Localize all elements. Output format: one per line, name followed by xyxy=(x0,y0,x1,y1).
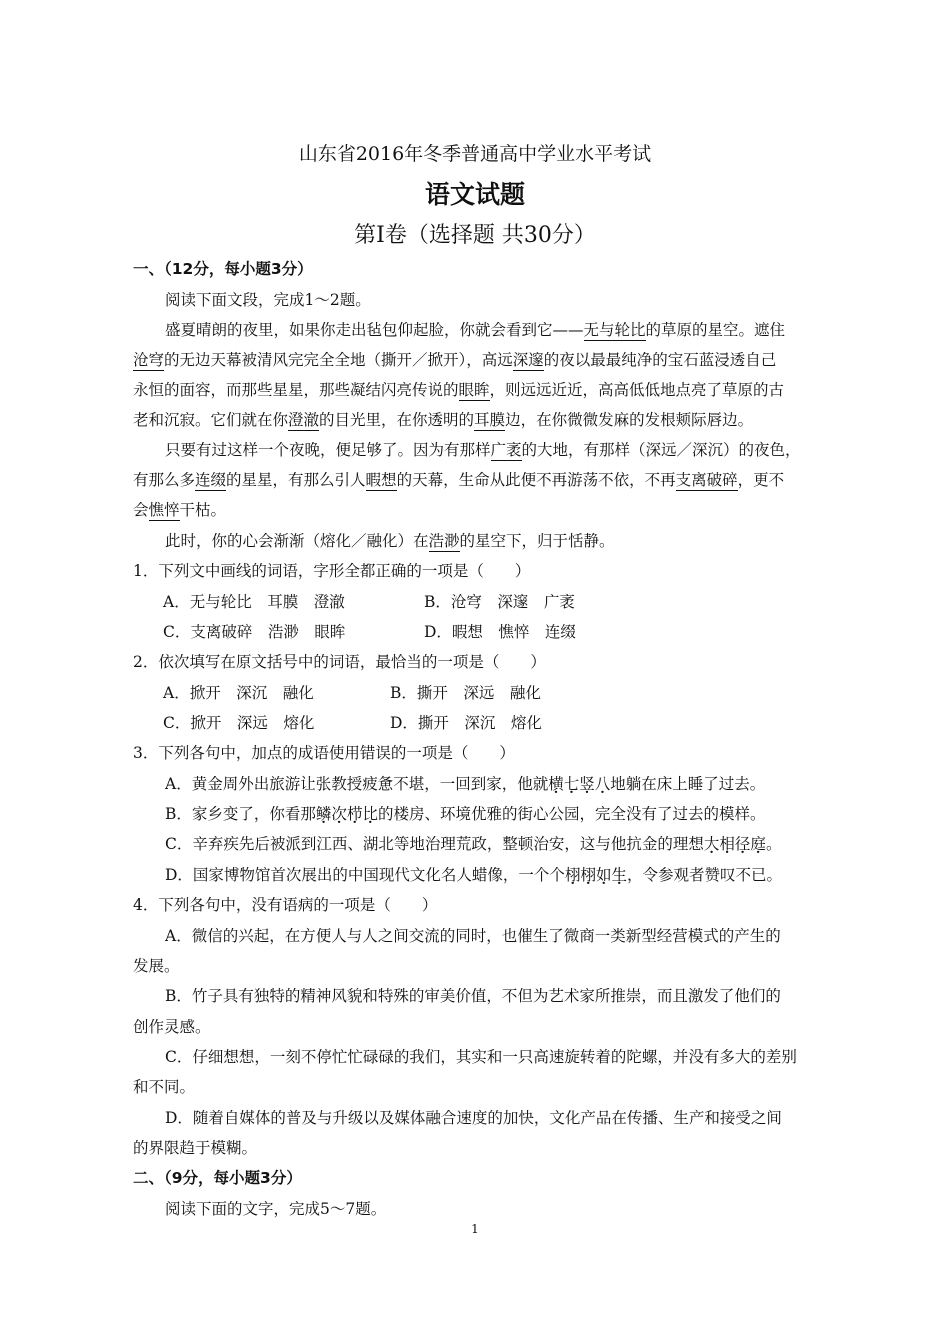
question-1-option-b: B．沧穹 深邃 广袤 xyxy=(424,593,575,611)
underlined-word: 耳膜 xyxy=(474,411,506,429)
question-3-stem: 3．下列各句中，加点的成语使用错误的一项是（ ） xyxy=(133,744,515,762)
question-4-option-a-cont: 发展。 xyxy=(133,957,180,975)
underlined-word: 澄澈 xyxy=(288,411,320,429)
passage-p1-line3: 永恒的面容，而那些星星，那些凝结闪亮传说的眼眸，则远远近近，高高低低地点亮了草原的古 xyxy=(133,381,785,399)
underlined-word: 沧穹 xyxy=(133,351,165,369)
underlined-word: 连缀 xyxy=(195,471,227,489)
exam-organization: 山东省2016年冬季普通高中学业水平考试 xyxy=(298,143,652,165)
underlined-word: 憔悴 xyxy=(148,501,180,519)
question-4-option-b-cont: 创作灵感。 xyxy=(133,1018,211,1036)
question-1-stem: 1．下列文中画线的词语，字形全都正确的一项是（ ） xyxy=(133,562,531,580)
underlined-word: 广袤 xyxy=(490,441,522,459)
section2-heading: 二、（9分，每小题3分） xyxy=(133,1169,302,1187)
exam-title: 语文试题 xyxy=(424,180,525,209)
question-3-option-d: D．国家博物馆首次展出的中国现代文化名人蜡像，一个个栩栩如生，令参观者赞叹不已。 xyxy=(165,866,783,884)
question-4-option-a: A．微信的兴起，在方便人与人之间交流的同时，也催生了微商一类新型经营模式的产生的 xyxy=(165,927,781,945)
underlined-word: 无与轮比 xyxy=(583,321,646,339)
question-2-stem: 2．依次填写在原文括号中的词语，最恰当的一项是（ ） xyxy=(133,653,546,671)
page-number: 1 xyxy=(471,1222,479,1236)
question-2-option-c: C．掀开 深远 熔化 xyxy=(163,714,315,732)
underlined-word: 浩渺 xyxy=(428,532,460,550)
question-2-option-a: A．掀开 深沉 融化 xyxy=(163,684,314,702)
passage-p2-line2: 有那么多连缀的星星，有那么引人暇想的天幕，生命从此便不再游荡不依，不再支离破碎，更不 xyxy=(133,471,785,489)
underlined-word: 支离破碎 xyxy=(675,471,738,489)
passage-p1-line2: 沧穹的无边天幕被清风完完全全地（撕开／掀开），高远深邃的夜以最最纯净的宝石蓝浸透自己 xyxy=(133,351,777,369)
question-1-option-a: A．无与轮比 耳膜 澄澈 xyxy=(163,593,345,611)
passage-p2-line3: 会憔悴干枯。 xyxy=(133,501,227,519)
section2-instruction: 阅读下面的文字，完成5～7题。 xyxy=(165,1200,387,1218)
passage-p1-line1: 盛夏晴朗的夜里，如果你走出毡包仰起脸，你就会看到它——无与轮比的草原的星空。遮住 xyxy=(165,321,786,339)
question-3-option-b: B．家乡变了，你看那鳞次栉比的楼房、环境优雅的街心公园，完全没有了过去的模样。 xyxy=(165,805,766,823)
question-4-option-c: C．仔细想想，一刻不停忙忙碌碌的我们，其实和一只高速旋转着的陀螺，并没有多大的差别 xyxy=(165,1048,797,1066)
section1-heading: 一、（12分，每小题3分） xyxy=(133,260,313,278)
underlined-word: 深邃 xyxy=(512,351,544,369)
question-2-option-d: D．撕开 深沉 熔化 xyxy=(390,714,542,732)
passage-p2-line1: 只要有过这样一个夜晚，便足够了。因为有那样广袤的大地，有那样（深远／深沉）的夜色， xyxy=(165,441,801,459)
passage-p3: 此时，你的心会渐渐（熔化／融化）在浩渺的星空下，归于恬静。 xyxy=(165,532,615,550)
question-4-option-c-cont: 和不同。 xyxy=(133,1078,196,1096)
question-3-option-a: A．黄金周外出旅游让张教授疲惫不堪，一回到家，他就横七竖八地躺在床上睡了过去。 xyxy=(165,775,766,793)
question-4-stem: 4．下列各句中，没有语病的一项是（ ） xyxy=(133,896,438,914)
question-4-option-b: B．竹子具有独特的精神风貌和特殊的审美价值，不但为艺术家所推崇，而且激发了他们的 xyxy=(165,987,781,1005)
question-3-option-c: C．辛弃疾先后被派到江西、湖北等地治理荒政，整顿治安，这与他抗金的理想大相径庭。 xyxy=(165,835,782,853)
underlined-word: 暇想 xyxy=(365,471,397,489)
passage-p1-line4: 老和沉寂。它们就在你澄澈的目光里，在你透明的耳膜边，在你微微发麻的发根颊际唇边。 xyxy=(133,411,754,429)
question-4-option-d-cont: 的界限趋于模糊。 xyxy=(133,1139,258,1157)
section1-instruction: 阅读下面文段，完成1～2题。 xyxy=(165,291,371,309)
question-1-option-c: C．支离破碎 浩渺 眼眸 xyxy=(163,623,346,641)
question-4-option-d: D．随着自媒体的普及与升级以及媒体融合速度的加快，文化产品在传播、生产和接受之间 xyxy=(165,1109,782,1127)
question-2-option-b: B．撕开 深远 融化 xyxy=(390,684,541,702)
volume-title: 第Ⅰ卷（选择题 共30分） xyxy=(354,223,596,248)
question-1-option-d: D．暇想 憔悴 连缀 xyxy=(424,623,576,641)
underlined-word: 眼眸 xyxy=(458,381,490,399)
